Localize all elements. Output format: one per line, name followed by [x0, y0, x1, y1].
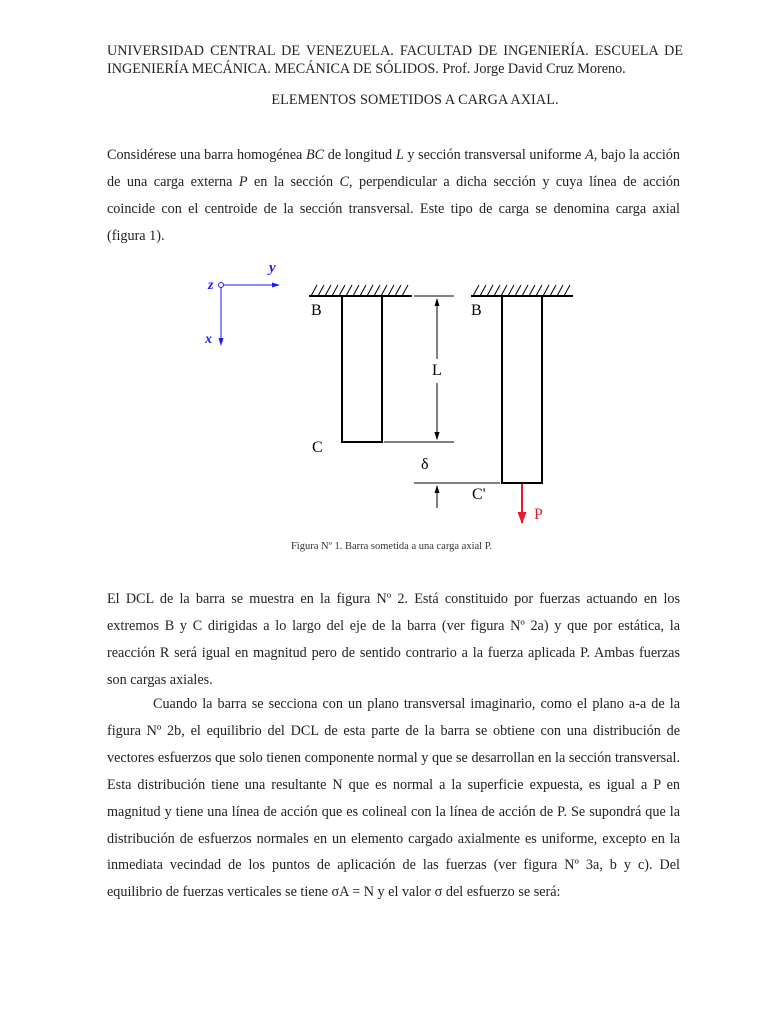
intro-symbol-p: P	[238, 173, 248, 190]
label-c-prime: C'	[472, 486, 486, 503]
label-length: L	[432, 362, 442, 379]
dimension-lines	[384, 296, 500, 508]
label-load-p: P	[534, 506, 543, 523]
unloaded-bar	[342, 296, 382, 442]
label-c: C	[312, 439, 323, 456]
paragraph-dcl: El DCL de la barra se muestra en la figura Nº 2. Está constituido por fuerzas actuando en los extremos B y C dirigidas a lo largo del eje de la barra (ver figura Nº 2a) y que por estática, la reacción R será igual en magnitud pero de sentido contrario a la fuerza aplicada P. Ambas fuerzas son cargas axiales.	[107, 591, 680, 688]
intro-symbol-a: A	[585, 147, 594, 163]
label-b-left: B	[311, 302, 322, 319]
figure-caption: Figura Nº 1. Barra sometida a una carga axial P.	[290, 541, 493, 552]
paragraph-section	[107, 691, 680, 906]
label-b-right: B	[471, 302, 482, 319]
intro-symbol-l: L	[395, 147, 404, 163]
axis-y-label: y	[269, 260, 276, 276]
header-line-1: UNIVERSIDAD CENTRAL DE VENEZUELA. FACULTAD DE INGENIERÍA. ESCUELA DE	[107, 43, 683, 59]
intro-text-3: y sección transversal uniforme	[403, 147, 586, 163]
axis-origin	[219, 283, 224, 288]
coordinate-axes	[204, 260, 279, 347]
intro-text-1: Considérese una barra homogénea	[107, 147, 306, 163]
intro-symbol-c: C	[339, 173, 349, 190]
intro-text-6: , perpendicular a dicha sección y cuya línea de acción coincide con el centroide de la sección transversal. Este tipo de carga se denomina carga axial (figura 1).	[107, 173, 681, 244]
intro-symbol-bc: BC	[306, 147, 325, 163]
intro-text-2: de longitud	[324, 147, 396, 163]
axis-z-label: z	[208, 278, 214, 293]
section-title: ELEMENTOS SOMETIDOS A CARGA AXIAL.	[271, 92, 559, 108]
axis-x-label: x	[205, 332, 212, 347]
paragraph-section-text: Cuando la barra se secciona con un plano transversal imaginario, como el plano a-a de la figura Nº 2b, el equilibrio del DCL de esta parte de la barra se obtiene con una distribución de vectores esfuerzos que solo tienen componente normal y que se desarrollan en la sección transversal. Esta distribución tiene una resultante N que es normal a la superficie expuesta, es igual a P en magnitud y tiene una línea de acción que es colineal con la línea de acción de P. Se supondrá que la distribución de esfuerzos normales en un elemento cargado axialmente es uniforme, excepto en la inmediata vecindad de los puntos de aplicación de las fuerzas (ver figura Nº 3a, b y c). Del equilibrio de fuerzas verticales se tiene σA = N y el valor σ del esfuerzo se será:	[107, 696, 680, 901]
header-line-2: INGENIERÍA MECÁNICA. MECÁNICA DE SÓLIDOS. Prof. Jorge David Cruz Moreno.	[107, 61, 626, 77]
right-fixed-support	[471, 285, 573, 296]
intro-text-5: en la sección	[247, 173, 340, 190]
label-delta: δ	[421, 456, 429, 473]
loaded-bar	[502, 296, 542, 483]
intro-text-4: , bajo la acción de una carga externa	[107, 147, 680, 190]
left-fixed-support	[309, 285, 412, 296]
